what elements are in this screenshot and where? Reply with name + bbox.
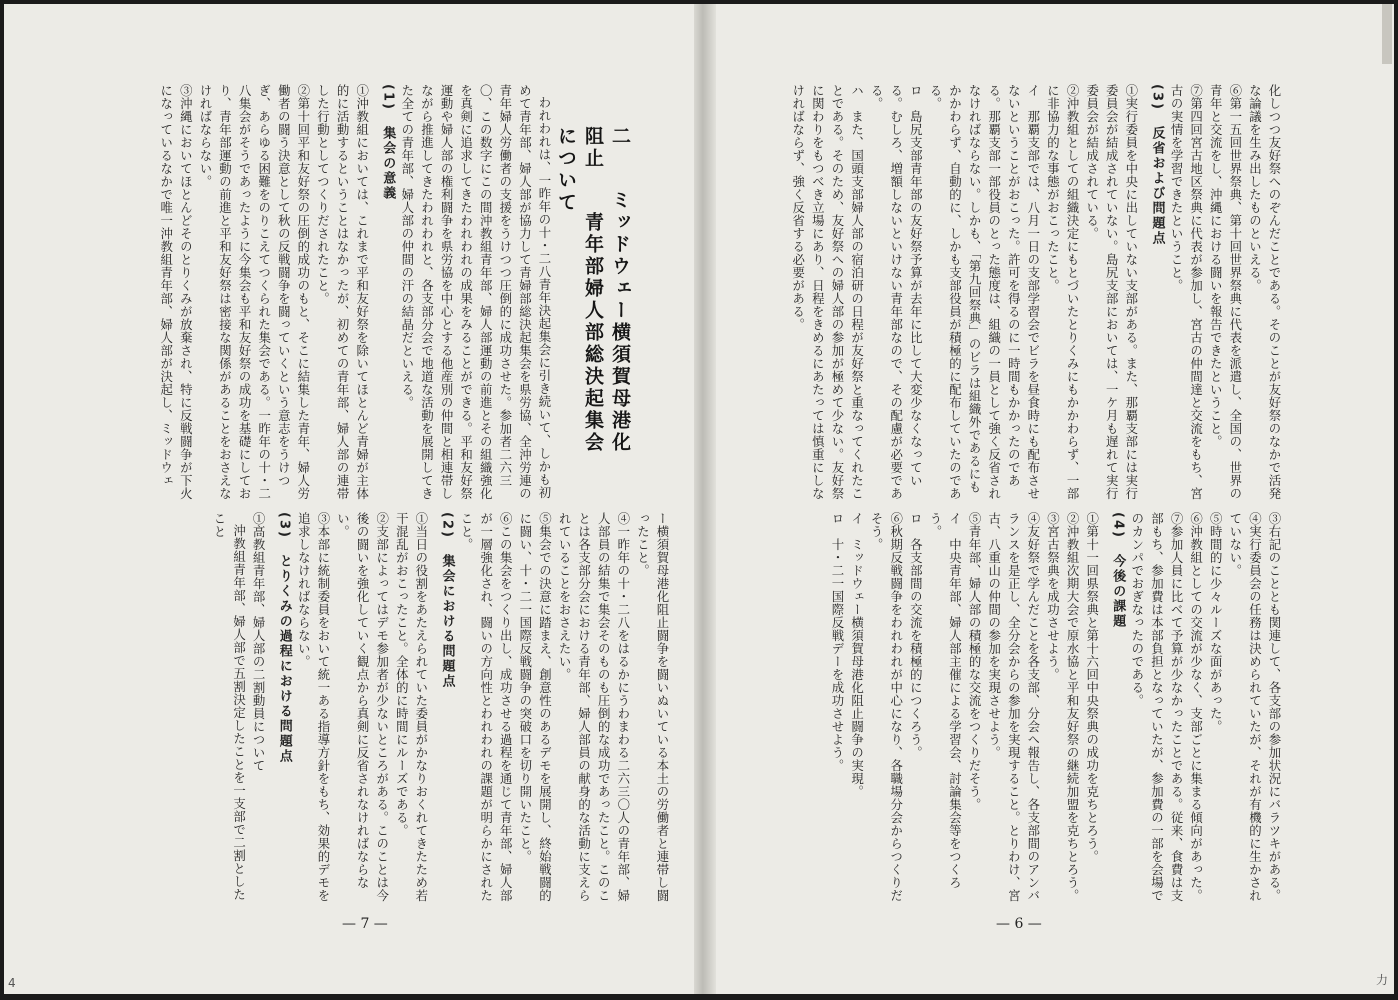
- section-1-heading: (1) 集会の意義: [380, 84, 396, 201]
- section-3-item-4: ④実行委員会の任務は決められていたが、それが有機的に生かされていない。: [1227, 512, 1263, 902]
- section-4-heading: (4) 今後の課題: [1110, 512, 1126, 629]
- booklet-spread: [4, 4, 1394, 994]
- lower-text-column: [32, 512, 672, 912]
- section-4-sub-c: イ ミッドウェー横須賀母港化阻止闘争の実現。: [849, 512, 865, 798]
- section-4-item-2: ②沖教組次期大会で原水協と平和友好祭の継続加盟を克ちとろう。: [1065, 512, 1081, 902]
- section-4-item-6: ⑥秋期反戦闘争をわれわれが中心になり、各職場分会からつくりだそう。: [869, 512, 904, 902]
- lower-text-column: [754, 512, 1284, 912]
- page-6: [716, 4, 1394, 994]
- section-3-paragraph: 沖教組青年部、婦人部で五割決定したことを一支部で二割としたこと: [211, 512, 247, 902]
- section-1-item-5: ⑤集会での決意に踏まえ、創意性のあるデモを展開し、終始戦闘的に闘い、十・二一国際反戦闘争の突破口を切り開いたこと。: [517, 512, 553, 902]
- section-3-item-1: ①実行委員を中央に出していない支部がある。また、那覇支部には実行委員会が結成されていない。島尻支部においては、一ケ月も遅れて実行委員会が結成されている。: [1084, 84, 1139, 500]
- section-3-sub-a: イ 那覇支部では、八月一日の支部学習会でビラを昼食時にも配布させないということがおこった。許可を得るのに一時間もかかったのである。那覇支部一部役員のとった態度は、組織の一員として強く反省されなければならない。しかも、「第九回祭典」のビラは組織外であるにもかかわらず、自動的に、しかも支部役員が積極的に配布していたのである。: [927, 84, 1041, 500]
- section-3-sub-b: ロ 島尻支部青年部の友好祭予算が去年に比して大変少なくなっている。むしろ、増額しないといけない青年部なので、その配慮が必要である。: [869, 84, 924, 500]
- title-number: 二: [609, 126, 631, 148]
- corner-mark-right: 力: [1375, 973, 1388, 987]
- section-4-sub-b: ロ 各支部間の交流を積極的につくろう。: [908, 512, 924, 759]
- section-1-item-2: ②第十回平和友好祭の圧倒的成功のもと、そこに結集した青年、婦人労働者の闘う決意として秋の反戦闘争を闘っていくという意志をうけつぎ、あらゆる困難をのりこえてつくられた集会である。一昨年の十・二八集会がそうであったように今集会も平和友好祭の成功を基礎にしており、青年部運動の前進と平和友好祭は密接な関係があることをおさえなければならない。: [197, 84, 311, 500]
- section-3-heading: (3) 反省および問題点: [1149, 84, 1165, 246]
- section-1-item-3: ③沖縄においてほとんどそのとりくみが放棄され、特に反戦闘争が下火になっているなかで唯一沖教組青年部、婦人部が決起し、ミッドウェ: [158, 84, 194, 500]
- section-1-item-1: ①沖教組においては、これまで平和友好祭を除いてほとんど青婦が主体的に活動するということはなかったが、初めての青年部、婦人部の連帯した行動としてつくりだされたこと。: [315, 84, 370, 500]
- section-1-item-6: ⑥この集会をつくり出し、成功させる過程を通じて青年部、婦人部が一層強化され、闘いの方向性とわれわれの課題が明らかにされたこと。: [459, 512, 514, 902]
- title-line-2: 青年部婦人部総決起集会について: [555, 126, 604, 454]
- upper-text-column: [754, 84, 1284, 504]
- page-number-7: — 7 —: [342, 916, 388, 932]
- intro-paragraph: われわれは、一昨年の十・二八青年決起集会に引き続いて、しかも初めて青年部、婦人部が協力して青婦部総決起集会を県労協、全沖労連の青年婦人労働者の支援をうけつつ圧倒的に成功させた。参加者二六三〇、この数字にこの間沖教組青年部、婦人部運動の前進とその組織強化を真剣に追求してきたわれわれの成果をみることができる。平和友好祭運動や婦人部の権利闘争を県労協を中心とする他産別の仲間と相連帯しながら推進してきたわれわれと、各支部分会で地道な活動を展開してきた全ての青年部、婦人部の仲間の汗の結晶だといえる。: [399, 84, 552, 500]
- section-4-item-1: ①第十一回県祭典と第十六回中央祭典の成功を克ちとろう。: [1084, 512, 1100, 863]
- section-3-item-3: ③右記のこととも関連して、各支部の参加状況にバラツキがある。: [1267, 512, 1282, 902]
- section-3-item-1: ①高教組青年部、婦人部の二割動員について: [251, 512, 267, 772]
- continued-paragraph: 化しつつ友好祭へのぞんだことである。そのことが友好祭のなかで活発な論議を生み出したものといえる。: [1247, 84, 1282, 500]
- section-2-item-2: ②支部によってはデモ参加者が少ないところがある。このことは今後の闘いを強化していく観点から真剣に反省されなければならない。: [335, 512, 390, 902]
- item-7: ⑦第四回宮古地区祭典に代表が参加し、宮古の仲間達と交流をもち、宮古の実情を学習できたということ。: [1169, 84, 1204, 500]
- item-6: ⑥第一五回世界祭典、第十回世界祭典に代表を派遣し、全国の、世界の青年と交流をし、沖縄における闘いを報告できたということ。: [1208, 84, 1243, 500]
- corner-mark-left: 4: [8, 976, 16, 990]
- page-edge-tab: [1382, 4, 1392, 64]
- section-2-item-1: ①当日の役割をあたえられていた委員がかなりおくれてきたため若干混乱がおこったこと。全体的に時間にルーズである。: [394, 512, 429, 902]
- section-2-item-3: ③本部に統制委員をおいて統一ある指導方針をもち、効果的デモを追求しなければならない。: [296, 512, 331, 902]
- section-4-item-5: ⑤青年部、婦人部の積極的な交流をつくりだそう。: [967, 512, 983, 811]
- title-line-1: ミッドウェー横須賀母港化阻止: [582, 126, 631, 454]
- upper-text-column: [94, 84, 554, 504]
- binding-gutter: [694, 4, 716, 994]
- continued-paragraph: ー横須賀母港化阻止闘争を闘いぬいている本土の労働者と連帯し闘ったこと。: [635, 512, 670, 902]
- section-3-heading: (3) とりくみの過程における問題点: [276, 512, 292, 764]
- section-3-item-2: ②沖教組としての組織決定にもとづいたとりくみにもかかわらず、一部に非協力的な事態がおこったこと。: [1045, 84, 1081, 500]
- article-title: [553, 126, 634, 466]
- section-1-item-4: ④一昨年の十・二八をはるかにうわまわる二六三〇人の青年部、婦人部員の結集で集会そのものも圧倒的な成功であったこと。このことは各支部分会における青年部、婦人部員の献身的な活動に支えられていることをおさえたい。: [557, 512, 631, 902]
- page-7: [4, 4, 694, 994]
- section-3-sub-c: ハ また、国頭支部婦人部の宿泊研の日程が友好祭と重なってくれたことである。そのため、友好祭への婦人部の参加が極めて少ない。友好祭に関わりをもつべき立場にあり、日程をきめるにあたっては慎重にしなければならず、強く反省する必要がある。: [790, 84, 865, 500]
- section-3-item-7: ⑦参加人員に比べて予算が少なかったことである。従来、食費は支部もち、参加費は本部負担となっていたが、参加費の一部を会場でのカンパでおぎなったのである。: [1129, 512, 1185, 902]
- section-4-sub-d: ロ 十・二一国際反戦デーを成功させよう。: [829, 512, 845, 772]
- section-3-item-5: ⑤時間的に少々ルーズな面があった。: [1208, 512, 1224, 733]
- section-3-item-6: ⑥沖教組としての交流が少なく、支部ごとに集まる傾向があった。: [1188, 512, 1204, 902]
- page-number-6: — 6 —: [996, 916, 1042, 932]
- section-2-heading: (2) 集会における問題点: [439, 512, 455, 689]
- section-4-item-3: ③宮古祭典を成功させよう。: [1045, 512, 1061, 681]
- section-4-item-4: ④友好祭で学んだことを各支部、分会へ報告し、各支部間のアンバランスを是正し、全分会からの参加を実現すること。とりわけ、宮古、八重山の仲間の参加を実現させよう。: [986, 512, 1041, 902]
- section-4-sub-a: イ 中央青年部、婦人部主催による学習会、討論集会等をつくろう。: [927, 512, 963, 889]
